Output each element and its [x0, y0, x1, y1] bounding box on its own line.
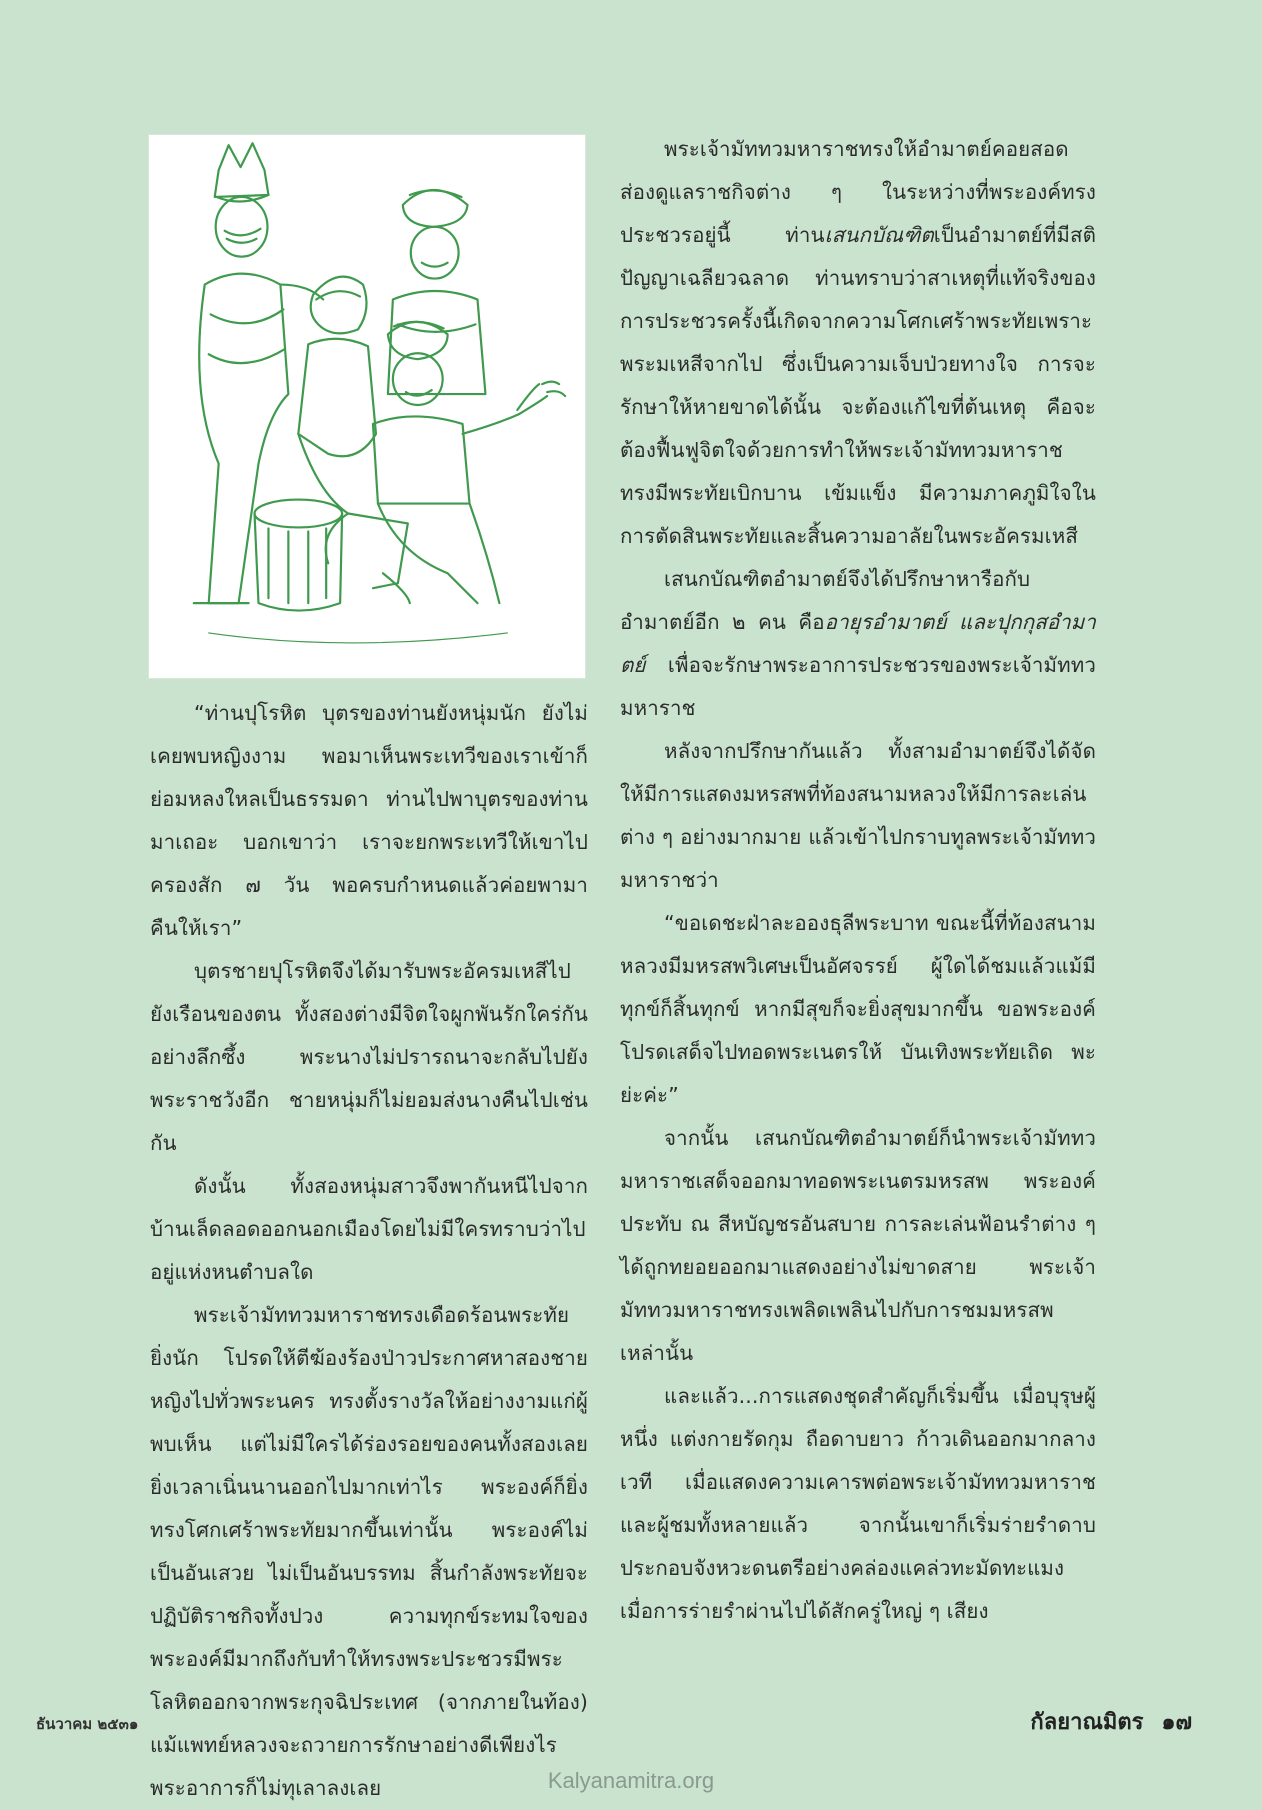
right-paragraph-2	[620, 558, 1096, 730]
right-paragraph-2-end: เพื่อจะรักษาพระอาการประชวรของพระเจ้ามัททวมหาราช	[620, 653, 1096, 720]
right-paragraph-1-end: เป็นอำมาตย์ที่มีสติปัญญาเฉลียวฉลาด ท่านทราบว่าสาเหตุที่แท้จริงของการประชวรครั้งนี้เกิดจากความโศกเศร้าพระทัยเพราะพระมเหสีจากไป ซึ่งเป็นความเจ็บป่วยทางใจ การจะรักษาให้หายขาดได้นั้น จะต้องแก้ไขที่ต้นเหตุ คือจะต้องฟื้นฟูจิตใจด้วยการทำให้พระเจ้ามัททวมหาราชทรงมีพระทัยเบิกบาน เข้มแข็ง มีความภาคภูมิใจในการตัดสินพระทัยและสิ้นความอาลัยในพระอัครมเหสี	[620, 223, 1096, 548]
italic-name-senaka: เสนกบัณฑิต	[824, 223, 934, 247]
left-paragraph-2: บุตรชายปุโรหิตจึงได้มารับพระอัครมเหสีไปยังเรือนของตน ทั้งสองต่างมีจิตใจผูกพันรักใคร่กันอย่างลึกซึ้ง พระนางไม่ปรารถนาจะกลับไปยังพระราชวังอีก ชายหนุ่มก็ไม่ยอมส่งนางคืนไปเช่นกัน	[150, 959, 588, 1155]
right-paragraph-4: “ขอเดชะฝ่าละอองธุลีพระบาท ขณะนี้ที่ท้องสนามหลวงมีมหรสพวิเศษเป็นอัศจรรย์ ผู้ใดได้ชมแล้วแม้มีทุกข์ก็สิ้นทุกข์ หากมีสุขก็จะยิ่งสุขมากขึ้น ขอพระองค์โปรดเสด็จไปทอดพระเนตรให้ บันเทิงพระทัยเถิด พะย่ะค่ะ”	[620, 911, 1096, 1107]
left-paragraph-1: “ท่านปุโรหิต บุตรของท่านยังหนุ่มนัก ยังไม่เคยพบหญิงงาม พอมาเห็นพระเทวีของเราเข้าก็ย่อมหลงใหลเป็นธรรมดา ท่านไปพาบุตรของท่านมาเถอะ บอกเขาว่า เราจะยกพระเทวีให้เขาไปครองสัก ๗ วัน พอครบกำหนดแล้วค่อยพามาคืนให้เรา”	[150, 701, 588, 940]
italic-names-ministers: อายุรอำมาตย์ และปุกกุสอำมาตย์	[620, 610, 1096, 677]
page-footer	[1030, 1704, 1192, 1739]
right-paragraph-6: และแล้ว...การแสดงชุดสำคัญก็เริ่มขึ้น เมื่อบุรุษผู้หนึ่ง แต่งกายรัดกุม ถือดาบยาว ก้าวเดินออกมากลางเวที เมื่อแสดงความเคารพต่อพระเจ้ามัททวมหาราช และผู้ชมทั้งหลายแล้ว จากนั้นเขาก็เริ่มร่ายรำดาบประกอบจังหวะดนตรีอย่างคล่องแคล่วทะมัดทะแมง เมื่อการร่ายรำผ่านไปได้สักครู่ใหญ่ ๆ เสียง	[620, 1384, 1096, 1623]
right-paragraph-3: หลังจากปรึกษากันแล้ว ทั้งสามอำมาตย์จึงได้จัดให้มีการแสดงมหรสพที่ท้องสนามหลวงให้มีการละเล่นต่าง ๆ อย่างมากมาย แล้วเข้าไปกราบทูลพระเจ้ามัททวมหาราชว่า	[620, 739, 1096, 892]
left-paragraph-4: พระเจ้ามัททวมหาราชทรงเดือดร้อนพระทัยยิ่งนัก โปรดให้ตีฆ้องร้องป่าวประกาศหาสองชายหญิงไปทั่วพระนคร ทรงตั้งรางวัลให้อย่างงามแก่ผู้พบเห็น แต่ไม่มีใครได้ร่องรอยของคนทั้งสองเลย ยิ่งเวลาเนิ่นนานออกไปมากเท่าไร พระองค์ก็ยิ่งทรงโศกเศร้าพระทัยมากขึ้นเท่านั้น พระองค์ไม่เป็นอันเสวย ไม่เป็นอันบรรทม สิ้นกำลังพระทัยจะปฏิบัติราชกิจทั้งปวง ความทุกข์ระทมใจของพระองค์มีมากถึงกับทำให้ทรงพระประชวรมีพระโลหิตออกจากพระกุจฉิประเทศ (จากภายในท้อง) แม้แพทย์หลวงจะถวายการรักษาอย่างดีเพียงไร พระอาการก็ไม่ทุเลาลงเลย	[150, 1303, 588, 1800]
magazine-name: กัลยาณมิตร	[1030, 1710, 1144, 1735]
issue-date: ธันวาคม ๒๕๓๑	[36, 1715, 139, 1733]
page-number: ๑๗	[1161, 1710, 1192, 1735]
right-paragraph-1	[620, 128, 1096, 558]
left-paragraph-3: ดังนั้น ทั้งสองหนุ่มสาวจึงพากันหนีไปจากบ้านเล็ดลอดออกนอกเมืองโดยไม่มีใครทราบว่าไปอยู่แห่งหนตำบลใด	[150, 1174, 588, 1284]
right-paragraph-1-start: พระเจ้ามัททวมหาราชทรงให้อำมาตย์คอยสอดส่องดูแลราชกิจต่าง ๆ ในระหว่างที่พระองค์ทรงประชวรอยู่นี้ ท่าน	[620, 137, 1096, 247]
right-paragraph-5: จากนั้น เสนกบัณฑิตอำมาตย์ก็นำพระเจ้ามัททวมหาราชเสด็จออกมาทอดพระเนตรมหรสพ พระองค์ประทับ ณ สีหบัญชรอันสบาย การละเล่นฟ้อนรำต่าง ๆ ได้ถูกทยอยออกมาแสดงอย่างไม่ขาดสาย พระเจ้ามัททวมหาราชทรงเพลิดเพลินไปกับการชมมหรสพเหล่านั้น	[620, 1126, 1096, 1365]
watermark: Kalyanamitra.org	[547, 1768, 715, 1793]
line-art-drawing	[149, 135, 585, 678]
illustration-royal-figures	[148, 134, 586, 679]
left-text-column	[150, 692, 588, 1810]
right-text-column	[620, 128, 1096, 1633]
right-paragraph-2-start: เสนกบัณฑิตอำมาตย์จึงได้ปรึกษาหารือกับอำมาตย์อีก ๒ คน คือ	[620, 567, 1031, 634]
